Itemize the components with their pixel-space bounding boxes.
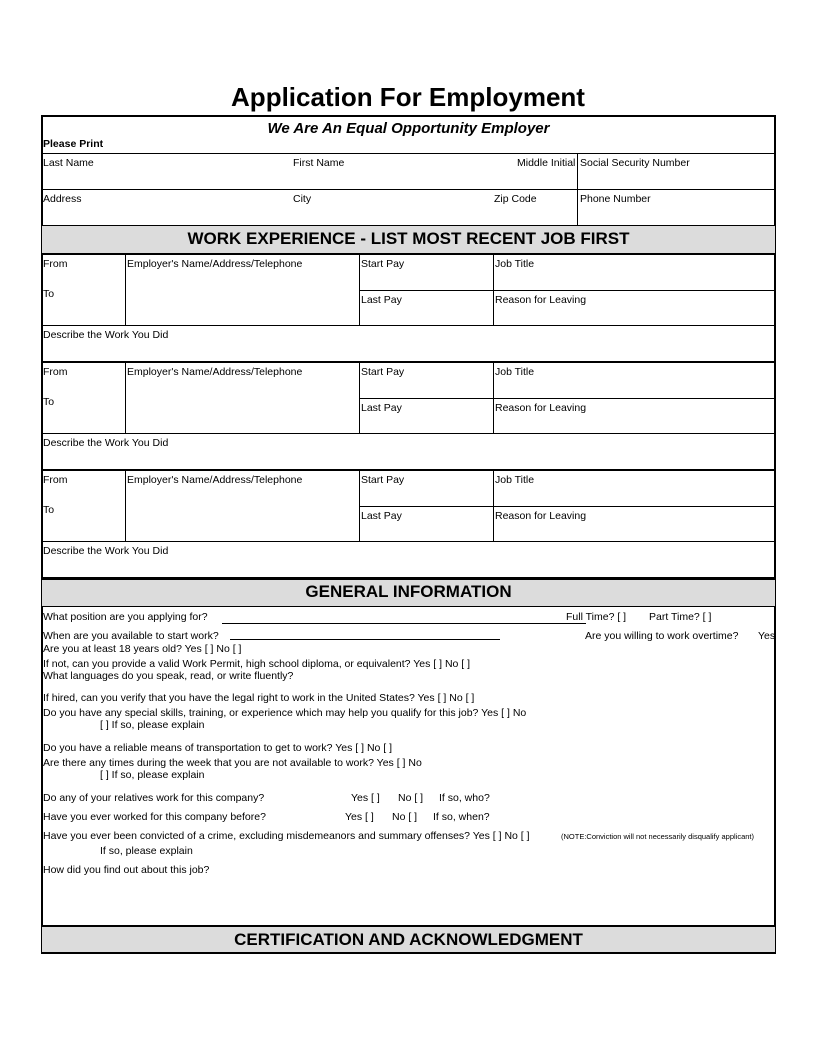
divider [42, 541, 775, 542]
divider [359, 398, 775, 399]
divider [577, 153, 578, 225]
job-3-last-pay-field[interactable]: Last Pay [361, 510, 402, 522]
divider [359, 361, 360, 433]
divider [42, 361, 775, 363]
eeo-subtitle: We Are An Equal Opportunity Employer [267, 120, 550, 137]
divider [42, 189, 775, 190]
question-overtime: Are you willing to work overtime? [585, 630, 739, 642]
worked-before-yes-option[interactable]: Yes [ ] [345, 811, 374, 823]
job-2-from-field[interactable]: From [43, 366, 68, 378]
job-3-to-field[interactable]: To [43, 504, 55, 516]
divider [42, 325, 775, 326]
question-start-date: When are you available to start work? [43, 630, 219, 642]
divider [42, 153, 775, 154]
question-conviction[interactable]: Have you ever been convicted of a crime, excluding misdemeanors and summary offenses? Yes [ ] No [ ] [43, 830, 530, 842]
job-2-start-pay-field[interactable]: Start Pay [361, 366, 405, 378]
job-1-job-title-field[interactable]: Job Title [495, 258, 535, 270]
divider [42, 469, 775, 471]
divider [125, 253, 126, 325]
job-1-to-field[interactable]: To [43, 288, 55, 300]
relatives-no-option[interactable]: No [ ] [398, 792, 424, 804]
relatives-who[interactable]: If so, who? [439, 792, 490, 804]
job-2-employer-field[interactable]: Employer's Name/Address/Telephone [127, 366, 303, 378]
work-experience-header: WORK EXPERIENCE - LIST MOST RECENT JOB FIRST [187, 229, 630, 248]
city-field[interactable]: City [293, 193, 312, 205]
phone-field[interactable]: Phone Number [580, 193, 651, 205]
relatives-yes-option[interactable]: Yes [ ] [351, 792, 380, 804]
job-2-describe-field[interactable]: Describe the Work You Did [43, 437, 169, 449]
divider [42, 606, 775, 607]
job-3-employer-field[interactable]: Employer's Name/Address/Telephone [127, 474, 303, 486]
job-2-last-pay-field[interactable]: Last Pay [361, 402, 402, 414]
address-field[interactable]: Address [43, 193, 82, 205]
divider [359, 506, 775, 507]
question-relatives: Do any of your relatives work for this company? [43, 792, 265, 804]
divider [42, 433, 775, 434]
first-name-field[interactable]: First Name [293, 157, 345, 169]
divider [42, 578, 775, 580]
divider [125, 361, 126, 433]
question-work-permit[interactable]: If not, can you provide a valid Work Permit, high school diploma, or equivalent? Yes [ ] No [ ] [43, 658, 471, 670]
certification-header: CERTIFICATION AND ACKNOWLEDGMENT [234, 930, 583, 949]
divider [359, 469, 360, 541]
question-age[interactable]: Are you at least 18 years old? Yes [ ] No [ ] [43, 643, 242, 655]
full-time-option[interactable]: Full Time? [ ] [566, 611, 627, 623]
general-information-header: GENERAL INFORMATION [305, 582, 512, 601]
conviction-note: (NOTE:Conviction will not necessarily disqualify applicant) [561, 832, 754, 841]
job-2-reason-field[interactable]: Reason for Leaving [495, 402, 587, 414]
job-1-last-pay-field[interactable]: Last Pay [361, 294, 402, 306]
please-print-label: Please Print [43, 138, 104, 150]
question-referral[interactable]: How did you find out about this job? [43, 864, 210, 876]
availability-explain[interactable]: [ ] If so, please explain [100, 769, 205, 781]
question-legal-right[interactable]: If hired, can you verify that you have the legal right to work in the United States? Yes [ ] No [ ] [43, 692, 475, 704]
question-worked-before: Have you ever worked for this company before? [43, 811, 266, 823]
question-position: What position are you applying for? [43, 611, 208, 623]
conviction-explain[interactable]: If so, please explain [100, 845, 193, 857]
job-1-from-field[interactable]: From [43, 258, 68, 270]
job-1-start-pay-field[interactable]: Start Pay [361, 258, 405, 270]
job-1-reason-field[interactable]: Reason for Leaving [495, 294, 587, 306]
skills-explain[interactable]: [ ] If so, please explain [100, 719, 205, 731]
job-3-start-pay-field[interactable]: Start Pay [361, 474, 405, 486]
part-time-option[interactable]: Part Time? [ ] [649, 611, 712, 623]
divider [493, 361, 494, 433]
job-3-describe-field[interactable]: Describe the Work You Did [43, 545, 169, 557]
ssn-field[interactable]: Social Security Number [580, 157, 690, 169]
question-transportation[interactable]: Do you have a reliable means of transportation to get to work? Yes [ ] No [ ] [43, 742, 393, 754]
last-name-field[interactable]: Last Name [43, 157, 94, 169]
question-availability[interactable]: Are there any times during the week that you are not available to work? Yes [ ] No [43, 757, 422, 769]
job-3-from-field[interactable]: From [43, 474, 68, 486]
job-3-reason-field[interactable]: Reason for Leaving [495, 510, 587, 522]
divider [42, 253, 775, 255]
page-title: Application For Employment [231, 82, 585, 112]
zip-field[interactable]: Zip Code [494, 193, 537, 205]
position-input[interactable] [222, 623, 586, 624]
divider [493, 253, 494, 325]
job-3-job-title-field[interactable]: Job Title [495, 474, 535, 486]
worked-before-when[interactable]: If so, when? [433, 811, 490, 823]
question-languages[interactable]: What languages do you speak, read, or write fluently? [43, 670, 294, 682]
start-date-input[interactable] [230, 639, 500, 640]
overtime-yes-option[interactable]: Yes [758, 630, 776, 642]
job-1-employer-field[interactable]: Employer's Name/Address/Telephone [127, 258, 303, 270]
job-1-describe-field[interactable]: Describe the Work You Did [43, 329, 169, 341]
job-2-to-field[interactable]: To [43, 396, 55, 408]
middle-initial-field[interactable]: Middle Initial [517, 157, 576, 169]
question-special-skills[interactable]: Do you have any special skills, training, or experience which may help you qualify for this job? Yes [ ] No [43, 707, 527, 719]
divider [359, 290, 775, 291]
divider [125, 469, 126, 541]
worked-before-no-option[interactable]: No [ ] [392, 811, 418, 823]
job-2-job-title-field[interactable]: Job Title [495, 366, 535, 378]
divider [493, 469, 494, 541]
divider [359, 253, 360, 325]
